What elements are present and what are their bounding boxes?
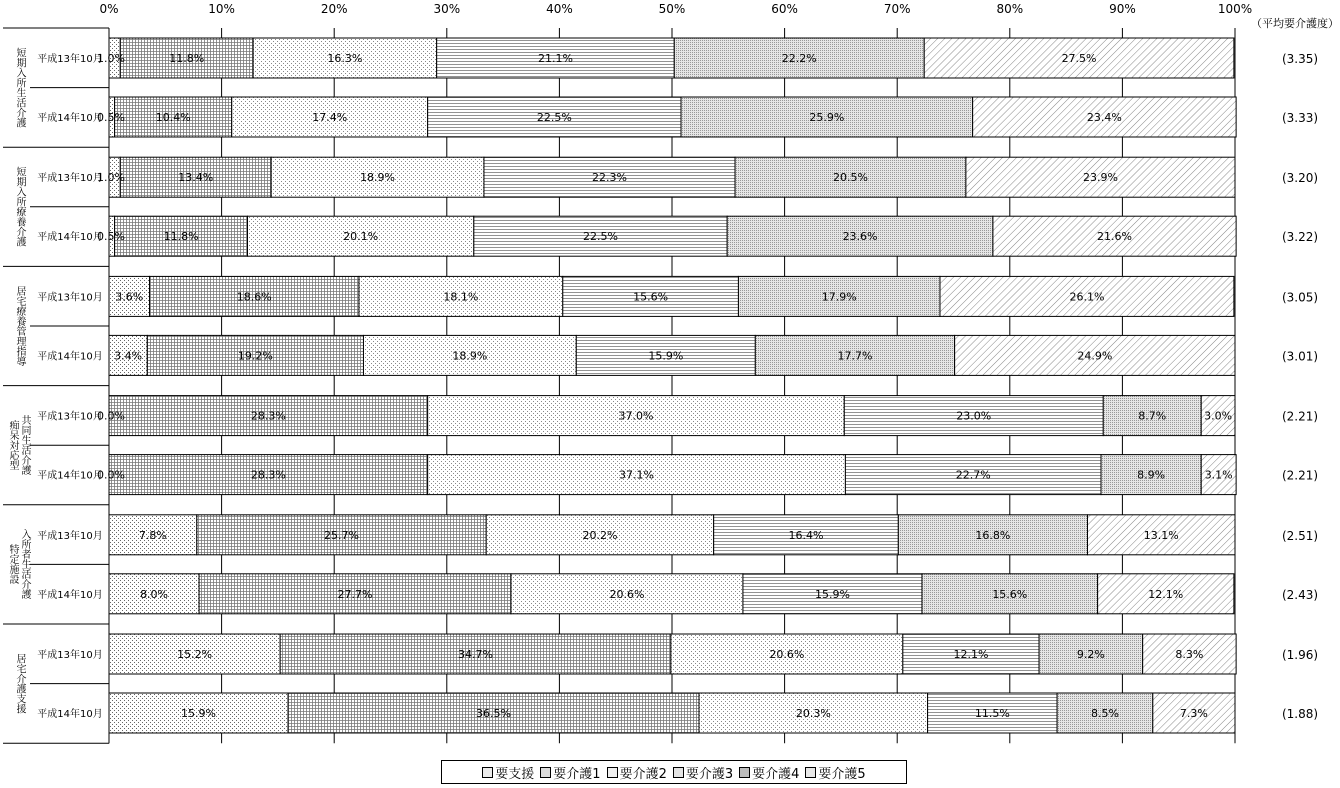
data-label: 20.6% [769,648,805,661]
avg-value: (3.35) [1281,52,1319,66]
data-label: 7.8% [138,528,167,542]
data-label: 0.5% [97,111,125,124]
data-label: 20.3% [795,707,831,720]
data-label: 10.4% [155,111,191,124]
data-label: 3.6% [115,290,144,304]
group-label: 共同生活介護 [19,415,30,476]
group-label: 居宅介護支援 [14,653,25,714]
legend-label-4: 要介護4 [752,766,800,782]
data-label: 17.7% [837,349,873,363]
legend-swatch-1 [540,767,551,778]
data-label: 17.4% [312,111,348,124]
data-label: 28.3% [250,468,286,482]
data-label: 8.7% [1138,409,1167,423]
data-label: 20.6% [609,587,645,601]
data-label: 11.8% [169,52,205,65]
data-label: 24.9% [1077,349,1113,363]
legend-label-1: 要介護1 [553,766,601,782]
row-label: 平成13年10月 [37,54,103,65]
avg-value: (3.01) [1281,349,1319,364]
row-label: 平成14年10月 [37,470,103,482]
data-label: 15.9% [648,349,684,363]
data-label: 0.5% [97,230,125,244]
data-label: 16.3% [327,52,363,65]
row-label: 平成14年10月 [37,113,103,124]
x-tick-label: 90% [1109,2,1136,16]
data-label: 3.1% [1204,468,1233,482]
data-label: 0.0% [97,409,125,423]
legend-item-2 [607,763,667,782]
legend-item-5 [805,763,865,782]
x-tick-label: 10% [208,2,235,16]
legend-item-4 [739,763,799,782]
avg-value: (3.20) [1281,171,1319,186]
row-label: 平成13年10月 [37,530,103,542]
data-label: 18.1% [443,290,479,304]
data-label: 18.9% [360,171,396,185]
data-label: 3.4% [114,349,143,363]
legend-label-3: 要介護3 [685,766,734,782]
data-label: 21.1% [537,52,573,65]
data-label: 28.3% [250,409,286,423]
data-label: 1.0% [97,52,125,65]
legend-swatch-0 [482,767,493,778]
data-label: 36.5% [476,707,512,720]
data-label: 22.7% [955,468,991,482]
data-label: 23.6% [842,230,878,244]
data-label: 22.5% [536,111,572,124]
data-label: 1.0% [97,171,125,185]
data-label: 11.8% [163,230,199,244]
data-label: 15.2% [177,648,213,661]
data-label: 13.1% [1143,528,1179,542]
data-label: 0.0% [97,468,125,482]
data-label: 23.0% [956,409,992,423]
x-tick-label: 100% [1217,2,1253,16]
data-label: 20.2% [582,528,618,542]
data-label: 18.9% [452,349,488,363]
data-label: 12.1% [1148,587,1184,601]
legend-swatch-4 [739,767,750,778]
x-tick-label: 0% [99,2,119,16]
row-label: 平成13年10月 [37,173,103,185]
legend-swatch-2 [607,767,618,778]
group-label: 特定施設 [7,544,18,585]
data-label: 34.7% [458,648,493,661]
legend [441,760,907,784]
x-tick-label: 80% [996,2,1024,16]
data-label: 15.6% [633,290,669,304]
data-label: 18.6% [236,290,272,304]
x-tick-label: 50% [658,2,686,16]
data-label: 7.3% [1179,707,1208,720]
x-tick-label: 40% [546,2,573,16]
legend-item-1 [540,763,600,782]
avg-value: (2.43) [1281,587,1319,602]
x-tick-label: 70% [883,2,911,16]
legend-label-5: 要介護5 [818,766,866,782]
row-label: 平成14年10月 [37,589,103,601]
legend-label-0: 要支援 [495,766,535,782]
avg-value: (2.51) [1281,528,1319,543]
data-label: 37.1% [619,468,655,482]
row-label: 平成13年10月 [37,411,103,423]
avg-header: （平均要介護度） [1251,17,1339,30]
avg-value: (3.05) [1281,290,1319,305]
data-label: 27.5% [1061,52,1097,65]
data-label: 22.5% [583,230,618,244]
legend-swatch-3 [673,767,684,778]
data-label: 22.3% [592,171,627,185]
group-label: 短期入所療養介護 [14,166,25,247]
data-label: 8.3% [1175,648,1204,661]
row-label: 平成13年10月 [37,292,103,304]
data-label: 16.8% [975,528,1011,542]
avg-value: (1.96) [1281,648,1319,662]
data-label: 27.7% [337,587,373,601]
avg-value: (2.21) [1281,409,1319,424]
x-tick-label: 60% [771,2,798,16]
group-label: 居宅療養管理指導 [14,286,25,366]
avg-value: (3.22) [1281,230,1319,245]
data-label: 23.9% [1082,171,1118,185]
group-label: 短期入所生活介護 [14,47,25,128]
avg-value: (2.21) [1281,468,1319,483]
legend-item-3 [673,763,733,782]
data-label: 19.2% [237,349,273,363]
data-label: 22.2% [781,52,817,65]
x-tick-label: 30% [433,2,461,16]
data-label: 13.4% [178,171,214,185]
data-label: 20.1% [343,230,379,244]
bars [109,38,1236,733]
data-label: 17.9% [821,290,857,304]
legend-label-2: 要介護2 [619,766,667,782]
data-label: 12.1% [953,648,989,661]
group-label: 痴呆対応型 [7,420,18,471]
avg-value: (1.88) [1281,707,1319,721]
data-label: 21.6% [1097,230,1132,244]
row-label: 平成14年10月 [37,351,103,363]
avg-value: (3.33) [1281,111,1319,125]
data-label: 16.4% [788,528,824,542]
data-label: 8.9% [1137,468,1166,482]
data-label: 3.0% [1204,409,1233,423]
data-label: 9.2% [1076,648,1105,661]
data-label: 26.1% [1069,290,1105,304]
data-label: 20.5% [832,171,868,185]
data-label: 25.7% [324,528,359,542]
data-label: 23.4% [1086,111,1122,124]
data-label: 11.5% [974,707,1010,720]
group-label: 入所者生活介護 [19,529,30,600]
data-label: 25.9% [809,111,845,124]
row-label: 平成14年10月 [37,709,103,720]
legend-swatch-5 [805,767,816,778]
row-label: 平成14年10月 [37,232,103,244]
legend-item-0 [482,763,534,782]
data-label: 8.0% [140,587,169,601]
data-label: 15.9% [814,587,850,601]
data-label: 15.9% [181,707,216,720]
data-label: 37.0% [618,409,654,423]
data-label: 15.6% [992,587,1028,601]
data-label: 8.5% [1090,707,1119,720]
x-tick-label: 20% [320,2,348,16]
row-label: 平成13年10月 [37,650,103,661]
